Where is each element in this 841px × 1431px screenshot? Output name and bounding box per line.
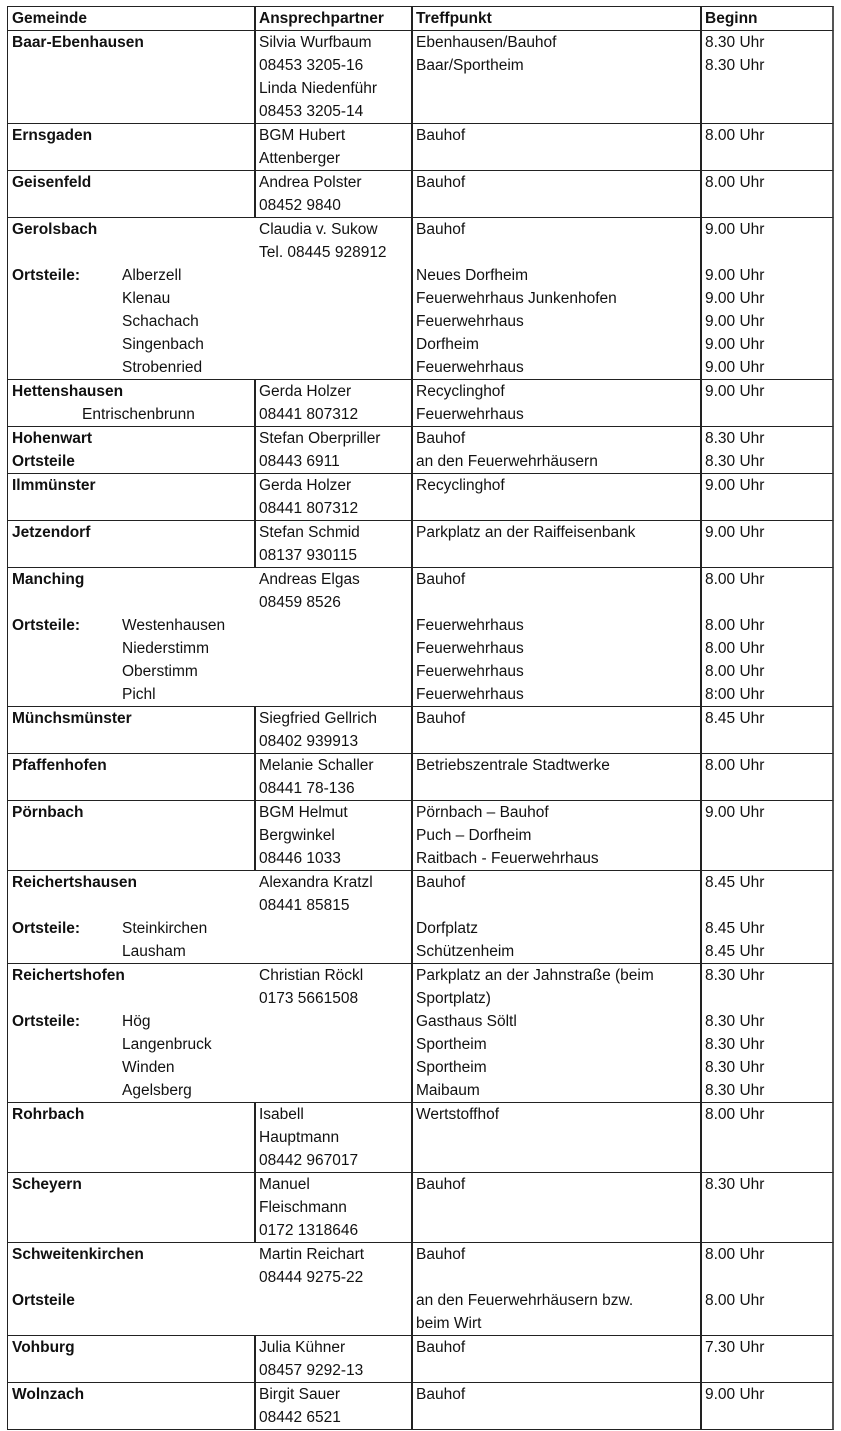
treffpunkt: Recyclinghof: [416, 383, 505, 400]
ansprechpartner: 08457 9292-13: [259, 1362, 364, 1379]
table-line: [8, 287, 832, 310]
treffpunkt: Wertstoffhof: [416, 1106, 499, 1123]
table-line: [8, 660, 832, 683]
table-row: [7, 706, 834, 753]
treffpunkt: Bauhof: [416, 710, 466, 727]
treffpunkt: Dorfheim: [416, 336, 479, 353]
treffpunkt: Gasthaus Söltl: [416, 1013, 517, 1030]
ansprechpartner: Claudia v. Sukow: [259, 221, 378, 238]
ortsteile-cell: [8, 356, 255, 379]
treffpunkt: Neues Dorfheim: [416, 267, 528, 284]
gemeinde-name: Pörnbach: [12, 804, 84, 821]
beginn-time: 8.00 Uhr: [705, 127, 765, 144]
table-line: [8, 1196, 832, 1219]
table-line: [8, 100, 832, 123]
table-line: [8, 1149, 832, 1172]
treffpunkt: Feuerwehrhaus: [416, 686, 524, 703]
treffpunkt: Sportplatz): [416, 990, 491, 1007]
ortsteile-label: Ortsteile:: [12, 1013, 81, 1030]
gemeinde-name: Ernsgaden: [12, 127, 93, 144]
beginn-time: 9.00 Uhr: [705, 359, 765, 376]
ortsteil-name: Alberzell: [122, 267, 182, 284]
beginn-time: 8.45 Uhr: [705, 943, 765, 960]
treffpunkt: Raitbach - Feuerwehrhaus: [416, 850, 599, 867]
ansprechpartner: Melanie Schaller: [259, 757, 374, 774]
header-treffpunkt: Treffpunkt: [416, 10, 492, 27]
table-line: [8, 427, 832, 450]
table-line: [8, 824, 832, 847]
ansprechpartner: Tel. 08445 928912: [259, 244, 387, 261]
treffpunkt: Puch – Dorfheim: [416, 827, 532, 844]
beginn-time: 9.00 Uhr: [705, 313, 765, 330]
ansprechpartner: 08443 6911: [259, 453, 340, 470]
treffpunkt: Feuerwehrhaus: [416, 663, 524, 680]
ansprechpartner: Siegfried Gellrich: [259, 710, 378, 727]
table-line: [8, 964, 832, 987]
beginn-time: 8.00 Uhr: [705, 174, 765, 191]
ortsteil-name: Lausham: [122, 943, 186, 960]
treffpunkt: Feuerwehrhaus Junkenhofen: [416, 290, 617, 307]
ortsteil-name: Niederstimm: [122, 640, 209, 657]
table-row: [7, 753, 834, 800]
beginn-time: 8.30 Uhr: [705, 57, 765, 74]
ortsteile-cell: [8, 333, 255, 356]
table-line: [8, 241, 832, 264]
table-row: [7, 1382, 834, 1430]
ortsteile-cell: [8, 1056, 255, 1079]
table-row: [7, 567, 834, 706]
table-line: [8, 1359, 832, 1382]
gemeinde-name: Reichertshausen: [12, 874, 137, 891]
table-line: [8, 1033, 832, 1056]
table-line: [8, 403, 832, 426]
ortsteile-cell: [8, 1033, 255, 1056]
table-line: [8, 194, 832, 217]
table-row: [7, 473, 834, 520]
ansprechpartner: Andreas Elgas: [259, 571, 360, 588]
gemeinde-name: Hohenwart: [12, 430, 93, 447]
ortsteil-name: Westenhausen: [122, 617, 226, 634]
beginn-time: 8.45 Uhr: [705, 874, 765, 891]
gemeinde-name: Geisenfeld: [12, 174, 92, 191]
ansprechpartner: 08442 6521: [259, 1409, 341, 1426]
gemeinde-name: Schweitenkirchen: [12, 1246, 144, 1263]
beginn-time: 9.00 Uhr: [705, 221, 765, 238]
treffpunkt: an den Feuerwehrhäusern bzw.: [416, 1292, 634, 1309]
ansprechpartner: 0173 5661508: [259, 990, 359, 1007]
beginn-time: 8.30 Uhr: [705, 34, 765, 51]
treffpunkt: Bauhof: [416, 1386, 466, 1403]
ortsteil-name: Pichl: [122, 686, 156, 703]
gemeinde-name: Gerolsbach: [12, 221, 98, 238]
table-line: [8, 637, 832, 660]
beginn-time: 8.30 Uhr: [705, 967, 765, 984]
beginn-time: 9.00 Uhr: [705, 1386, 765, 1403]
ortsteile-cell: [8, 917, 255, 940]
ortsteile-cell: [8, 660, 255, 683]
ansprechpartner: 08459 8526: [259, 594, 341, 611]
ansprechpartner: 08453 3205-14: [259, 103, 364, 120]
ansprechpartner: 08441 807312: [259, 500, 359, 517]
ansprechpartner: Bergwinkel: [259, 827, 335, 844]
ortsteil-name: Klenau: [122, 290, 171, 307]
header-gemeinde: Gemeinde: [12, 10, 87, 27]
beginn-time: 8.00 Uhr: [705, 640, 765, 657]
gemeinde-name: Scheyern: [12, 1176, 82, 1193]
treffpunkt: Bauhof: [416, 221, 466, 238]
beginn-time: 9.00 Uhr: [705, 804, 765, 821]
gemeinde-name: Hettenshausen: [12, 383, 124, 400]
ansprechpartner: 08441 85815: [259, 897, 350, 914]
ortsteile-cell: [8, 310, 255, 333]
ansprechpartner: Andrea Polster: [259, 174, 362, 191]
beginn-time: 8.30 Uhr: [705, 1036, 765, 1053]
ansprechpartner: 08446 1033: [259, 850, 341, 867]
ortsteil-name: Hög: [122, 1013, 151, 1030]
table-row: [7, 1335, 834, 1382]
table-line: [8, 1010, 832, 1033]
table-line: [8, 521, 832, 544]
ansprechpartner: Gerda Holzer: [259, 477, 352, 494]
gemeinde-name: Jetzendorf: [12, 524, 91, 541]
ansprechpartner: Isabell: [259, 1106, 304, 1123]
table-line: [8, 1056, 832, 1079]
treffpunkt: Schützenheim: [416, 943, 515, 960]
table-row: [7, 426, 834, 473]
ansprechpartner: Hauptmann: [259, 1129, 340, 1146]
gemeinde-name: Münchsmünster: [12, 710, 132, 727]
table-row: [7, 1242, 834, 1335]
ansprechpartner: 08453 3205-16: [259, 57, 364, 74]
table-line: [8, 754, 832, 777]
ansprechpartner: Attenberger: [259, 150, 340, 167]
gemeinde-name: Manching: [12, 571, 85, 588]
table-line: [8, 31, 832, 54]
treffpunkt: Sportheim: [416, 1036, 487, 1053]
ansprechpartner: Linda Niedenführ: [259, 80, 378, 97]
treffpunkt: Feuerwehrhaus: [416, 359, 524, 376]
ansprechpartner: 08452 9840: [259, 197, 341, 214]
gemeinde-name: Ortsteile: [12, 453, 75, 470]
beginn-time: 9.00 Uhr: [705, 336, 765, 353]
ansprechpartner: Alexandra Kratzl: [259, 874, 373, 891]
table-line: [8, 1266, 832, 1289]
ansprechpartner: 08444 9275-22: [259, 1269, 364, 1286]
ansprechpartner: Silvia Wurfbaum: [259, 34, 372, 51]
table-row: [7, 800, 834, 870]
treffpunkt: Recyclinghof: [416, 477, 505, 494]
beginn-time: 8.00 Uhr: [705, 757, 765, 774]
table-line: [8, 124, 832, 147]
ortsteile-cell: [8, 264, 255, 287]
gemeinde-name: Baar-Ebenhausen: [12, 34, 144, 51]
table-line: [8, 894, 832, 917]
ortsteile-cell: [8, 940, 255, 963]
table-line: [8, 1383, 832, 1406]
gemeinde-name: Vohburg: [12, 1339, 75, 1356]
header-ansprechpartner: Ansprechpartner: [259, 10, 384, 27]
table-row: [7, 1172, 834, 1242]
beginn-time: 8.30 Uhr: [705, 430, 765, 447]
table-line: [8, 54, 832, 77]
treffpunkt: Feuerwehrhaus: [416, 313, 524, 330]
table-row: [7, 30, 834, 123]
table-line: [8, 497, 832, 520]
beginn-time: 9.00 Uhr: [705, 267, 765, 284]
treffpunkt: Pörnbach – Bauhof: [416, 804, 549, 821]
ortsteile-cell: [8, 614, 255, 637]
ortsteil-name: Entrischenbrunn: [82, 406, 195, 423]
table-line: [8, 171, 832, 194]
treffpunkt: Bauhof: [416, 430, 466, 447]
ansprechpartner: Christian Röckl: [259, 967, 364, 984]
ansprechpartner: 08402 939913: [259, 733, 359, 750]
ortsteil-name: Strobenried: [122, 359, 203, 376]
table-line: [8, 614, 832, 637]
treffpunkt: Sportheim: [416, 1059, 487, 1076]
beginn-time: 8.45 Uhr: [705, 920, 765, 937]
beginn-time: 8.00 Uhr: [705, 617, 765, 634]
ansprechpartner: Birgit Sauer: [259, 1386, 340, 1403]
treffpunkt: Maibaum: [416, 1082, 480, 1099]
table-line: [8, 544, 832, 567]
table-line: [8, 1219, 832, 1242]
table-line: [8, 730, 832, 753]
table-line: [8, 1406, 832, 1429]
contact-table: [7, 6, 834, 1430]
treffpunkt: Baar/Sportheim: [416, 57, 524, 74]
ortsteil-name: Oberstimm: [122, 663, 198, 680]
beginn-time: 8.00 Uhr: [705, 571, 765, 588]
table-row: [7, 520, 834, 567]
ansprechpartner: 08441 807312: [259, 406, 359, 423]
ansprechpartner: Stefan Oberpriller: [259, 430, 381, 447]
table-line: [8, 450, 832, 473]
table-line: [8, 568, 832, 591]
treffpunkt: Feuerwehrhaus: [416, 640, 524, 657]
treffpunkt: Bauhof: [416, 1339, 466, 1356]
table-row: [7, 170, 834, 217]
table-line: [8, 1243, 832, 1266]
ortsteile-label: Ortsteile:: [12, 267, 81, 284]
table-line: [8, 474, 832, 497]
table-line: [8, 147, 832, 170]
ansprechpartner: Martin Reichart: [259, 1246, 365, 1263]
ansprechpartner: Stefan Schmid: [259, 524, 360, 541]
beginn-time: 8.30 Uhr: [705, 453, 765, 470]
table-header-row: [7, 6, 834, 30]
table-line: [8, 356, 832, 379]
table-line: [8, 333, 832, 356]
beginn-time: 8.00 Uhr: [705, 663, 765, 680]
beginn-time: 8:00 Uhr: [705, 686, 765, 703]
ansprechpartner: 08137 930115: [259, 547, 357, 564]
table-line: [8, 987, 832, 1010]
beginn-time: 9.00 Uhr: [705, 383, 765, 400]
table-line: [8, 310, 832, 333]
table-line: [8, 264, 832, 287]
ansprechpartner: Fleischmann: [259, 1199, 347, 1216]
treffpunkt: Feuerwehrhaus: [416, 406, 524, 423]
table-line: [8, 917, 832, 940]
treffpunkt: Bauhof: [416, 571, 466, 588]
table-row: [7, 1102, 834, 1172]
table-line: [8, 77, 832, 100]
ortsteil-name: Winden: [122, 1059, 175, 1076]
table-line: [8, 940, 832, 963]
ansprechpartner: Gerda Holzer: [259, 383, 352, 400]
beginn-time: 7.30 Uhr: [705, 1339, 765, 1356]
table-line: [8, 683, 832, 706]
treffpunkt: Bauhof: [416, 1176, 466, 1193]
beginn-time: 9.00 Uhr: [705, 290, 765, 307]
treffpunkt: Bauhof: [416, 1246, 466, 1263]
beginn-time: 9.00 Uhr: [705, 477, 765, 494]
table-line: [8, 591, 832, 614]
treffpunkt: Parkplatz an der Raiffeisenbank: [416, 524, 636, 541]
treffpunkt: Feuerwehrhaus: [416, 617, 524, 634]
table-line: [8, 707, 832, 730]
gemeinde-name: Pfaffenhofen: [12, 757, 107, 774]
table-line: [8, 801, 832, 824]
ortsteile-cell: [8, 287, 255, 310]
table-row: [7, 870, 834, 963]
treffpunkt: Bauhof: [416, 127, 466, 144]
treffpunkt: Parkplatz an der Jahnstraße (beim: [416, 967, 654, 984]
treffpunkt: Ebenhausen/Bauhof: [416, 34, 557, 51]
treffpunkt: Betriebszentrale Stadtwerke: [416, 757, 610, 774]
beginn-time: 8.00 Uhr: [705, 1106, 765, 1123]
table-row: [7, 379, 834, 426]
table-line: [8, 847, 832, 870]
ansprechpartner: Julia Kühner: [259, 1339, 346, 1356]
ortsteil-name: Steinkirchen: [122, 920, 208, 937]
beginn-time: 8.00 Uhr: [705, 1292, 765, 1309]
treffpunkt: beim Wirt: [416, 1315, 482, 1332]
ortsteile-label: Ortsteile:: [12, 920, 81, 937]
table-line: [8, 1289, 832, 1312]
beginn-time: 8.00 Uhr: [705, 1246, 765, 1263]
gemeinde-name: Ortsteile: [12, 1292, 75, 1309]
ansprechpartner: 0172 1318646: [259, 1222, 359, 1239]
table-line: [8, 1336, 832, 1359]
table-line: [8, 1173, 832, 1196]
treffpunkt: Dorfplatz: [416, 920, 479, 937]
ansprechpartner: Manuel: [259, 1176, 310, 1193]
ortsteile-cell: [8, 637, 255, 660]
beginn-time: 8.30 Uhr: [705, 1082, 765, 1099]
treffpunkt: an den Feuerwehrhäusern: [416, 453, 598, 470]
ansprechpartner: 08442 967017: [259, 1152, 359, 1169]
ortsteil-name: Agelsberg: [122, 1082, 192, 1099]
table-line: [8, 1103, 832, 1126]
gemeinde-name: Rohrbach: [12, 1106, 85, 1123]
ansprechpartner: 08441 78-136: [259, 780, 355, 797]
treffpunkt: Bauhof: [416, 174, 466, 191]
table-line: [8, 777, 832, 800]
table-row: [7, 963, 834, 1102]
gemeinde-name: Reichertshofen: [12, 967, 125, 984]
ortsteile-cell: [8, 1079, 255, 1102]
gemeinde-name: Wolnzach: [12, 1386, 85, 1403]
ansprechpartner: BGM Helmut: [259, 804, 348, 821]
ortsteile-label: Ortsteile:: [12, 617, 81, 634]
gemeinde-name: Ilmmünster: [12, 477, 96, 494]
ortsteile-cell: [8, 683, 255, 706]
ortsteile-cell: [8, 1010, 255, 1033]
ansprechpartner: BGM Hubert: [259, 127, 346, 144]
beginn-time: 8.45 Uhr: [705, 710, 765, 727]
table-line: [8, 871, 832, 894]
beginn-time: 8.30 Uhr: [705, 1059, 765, 1076]
ortsteil-name: Schachach: [122, 313, 199, 330]
table-line: [8, 1126, 832, 1149]
beginn-time: 8.30 Uhr: [705, 1176, 765, 1193]
table-line: [8, 1079, 832, 1102]
table-row: [7, 217, 834, 379]
header-beginn: Beginn: [705, 10, 758, 27]
table-line: [8, 380, 832, 403]
table-line: [8, 218, 832, 241]
ortsteil-name: Singenbach: [122, 336, 204, 353]
table-line: [8, 1312, 832, 1335]
beginn-time: 8.30 Uhr: [705, 1013, 765, 1030]
treffpunkt: Bauhof: [416, 874, 466, 891]
ortsteil-name: Langenbruck: [122, 1036, 212, 1053]
table-row: [7, 123, 834, 170]
beginn-time: 9.00 Uhr: [705, 524, 765, 541]
